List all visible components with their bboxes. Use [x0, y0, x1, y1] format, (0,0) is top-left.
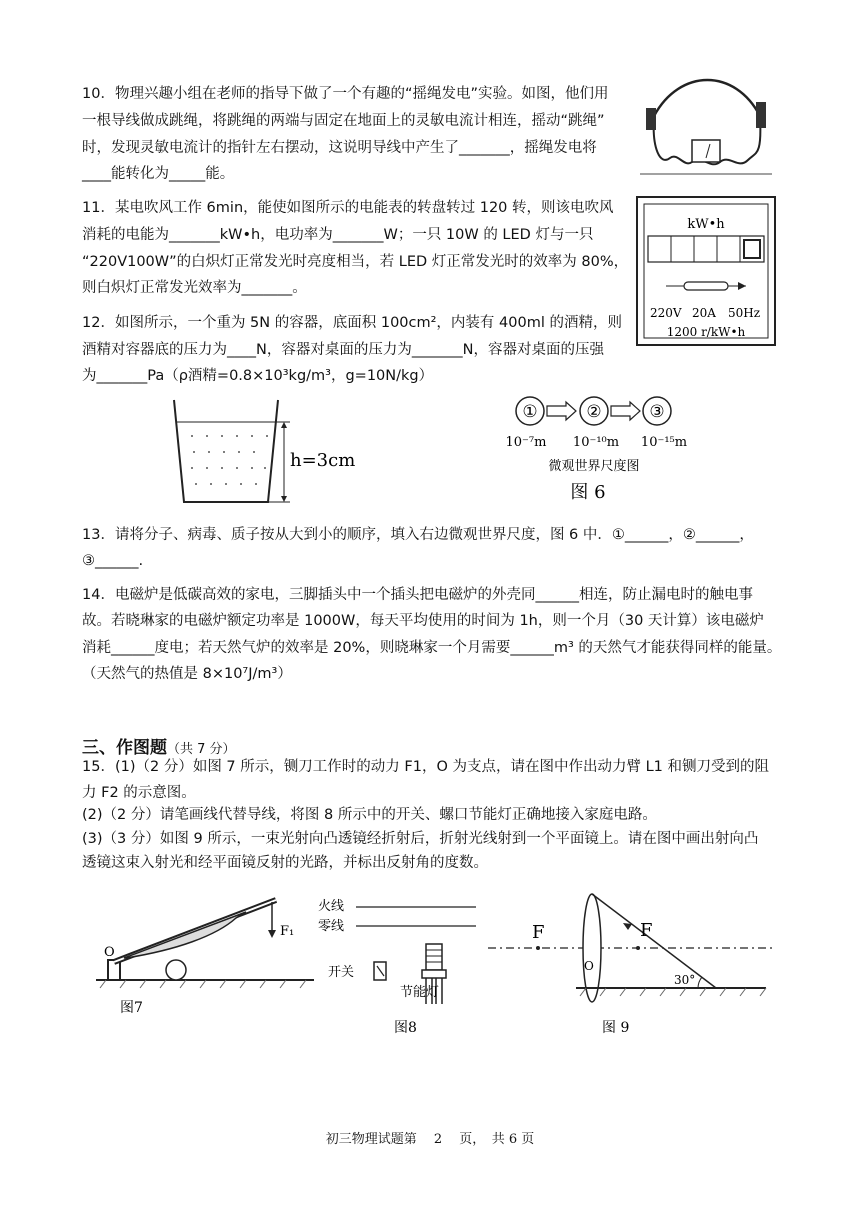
- fig6-scale-3: 10⁻¹⁵m: [640, 435, 688, 450]
- fig8-lamp-label: 节能灯: [400, 985, 440, 1000]
- q15-line-4: (3)（3 分）如图 9 所示，一束光射向凸透镜经折射后，折射光线射到一个平面镜上。请在图中画出射向凸: [82, 831, 759, 847]
- q15-line-3: (2)（2 分）请笔画线代替导线，将图 8 所示中的开关、螺口节能灯正确地接入家庭电路。: [82, 807, 657, 823]
- fig7-guillotine: [96, 890, 314, 1022]
- q13-line-1: 13．请将分子、病毒、质子按从大到小的顺序，填入右边微观世界尺度，图 6 中．①______，②______，: [82, 527, 754, 543]
- meter-current: 20A: [692, 306, 716, 320]
- fig6-caption: 图 6: [570, 482, 606, 503]
- q14-line-2: 故。若晓琳家的电磁炉额定功率是 1000W，每天平均使用的时间为 1h，则一个月（30 天计算）该电磁炉: [82, 613, 764, 629]
- page-footer: 初三物理试题第 2 页， 共 6 页: [325, 1132, 535, 1147]
- fig6-title: 微观世界尺度图: [548, 459, 640, 474]
- q14-line-3: 消耗______度电；若天然气炉的效率是 20%，则晓琳家一个月需要______m³ 的天然气才能获得同样的能量。: [82, 640, 782, 656]
- fig6-micro-scale: [504, 394, 704, 506]
- fig8-switch-label: 开关: [328, 965, 355, 980]
- beaker-height-label: h=3cm: [290, 450, 356, 471]
- fig7-pivot-label: O: [104, 945, 115, 960]
- fig7-caption: 图7: [120, 1000, 143, 1016]
- q10-line-1: 10．物理兴趣小组在老师的指导下做了一个有趣的“摇绳发电”实验。如图，他们用: [82, 86, 609, 102]
- q13-line-2: ③______.: [82, 553, 144, 569]
- section-3-score: （共 7 分）: [167, 742, 236, 757]
- beaker-figure: [172, 398, 382, 506]
- q15-line-5: 透镜这束入射光和经平面镜反射的光路，并标出反射角的度数。: [82, 855, 488, 871]
- q10-line-4: ____能转化为_____能。: [82, 166, 235, 182]
- fig6-circle-2: ②: [586, 402, 602, 422]
- section-3-heading: [82, 733, 236, 758]
- fig6-scale-2: 10⁻¹⁰m: [572, 435, 620, 450]
- meter-rating: 1200 r/kW•h: [666, 325, 746, 339]
- fig6-scale-1: 10⁻⁷m: [505, 435, 547, 450]
- q11-line-2: 消耗的电能为_______kW•h，电功率为_______W；一只 10W 的 LED 灯与一只: [82, 227, 594, 243]
- fig6-circle-3: ③: [649, 402, 665, 422]
- fig8-household-circuit: [316, 896, 486, 1044]
- fig8-live-label: 火线: [318, 899, 345, 914]
- q14-line-1: 14．电磁炉是低碳高效的家电，三脚插头中一个插头把电磁炉的外壳同______相连，防止漏电时的触电事: [82, 587, 753, 603]
- q10-line-3: 时，发现灵敏电流计的指针左右摆动，这说明导线中产生了_______，摇绳发电将: [82, 140, 597, 156]
- fig8-caption: 图8: [394, 1020, 417, 1036]
- q12-line-2: 酒精对容器底的压力为____N，容器对桌面的压力为_______N，容器对桌面的压强: [82, 342, 604, 358]
- meter-unit-label: kW•h: [687, 217, 725, 232]
- rope-generator-figure: [640, 78, 772, 176]
- fig9-angle-label: 30°: [674, 973, 696, 987]
- fig9-center-label: O: [584, 959, 594, 973]
- q14-line-4: （天然气的热值是 8×10⁷J/m³）: [82, 666, 292, 682]
- q12-line-1: 12．如图所示，一个重为 5N 的容器，底面积 100cm²，内装有 400ml 的酒精，则: [82, 315, 622, 331]
- q10-line-2: 一根导线做成跳绳，将跳绳的两端与固定在地面上的灵敏电流计相连，摇动“跳绳”: [82, 113, 605, 129]
- section-3-title: 三、作图题: [82, 738, 167, 758]
- fig9-focus-right: F: [640, 920, 653, 941]
- fig9-caption: 图 9: [602, 1020, 630, 1036]
- meter-frequency: 50Hz: [728, 306, 761, 320]
- q11-line-3: “220V100W”的白炽灯正常发光时亮度相当，若 LED 灯正常发光时的效率为 80%，: [82, 254, 629, 270]
- meter-voltage: 220V: [650, 306, 682, 320]
- q15-line-2: 力 F2 的示意图。: [82, 785, 196, 801]
- fig9-focus-left: F: [532, 922, 545, 943]
- q12-line-3: 为_______Pa（ρ酒精=0.8×10³kg/m³，g=10N/kg）: [82, 368, 434, 384]
- energy-meter-figure: [636, 196, 776, 346]
- fig8-neutral-label: 零线: [318, 919, 345, 934]
- q11-line-1: 11．某电吹风工作 6min，能使如图所示的电能表的转盘转过 120 转，则该电吹风: [82, 200, 614, 216]
- fig9-lens-mirror: [486, 888, 776, 1044]
- fig6-circle-1: ①: [522, 402, 538, 422]
- q15-line-1: 15．(1)（2 分）如图 7 所示，铡刀工作时的动力 F1，O 为支点，请在图中作出动力臂 L1 和铡刀受到的阻: [82, 759, 769, 775]
- q11-line-4: 则白炽灯正常发光效率为_______。: [82, 280, 307, 296]
- fig7-force-label: F₁: [280, 924, 295, 939]
